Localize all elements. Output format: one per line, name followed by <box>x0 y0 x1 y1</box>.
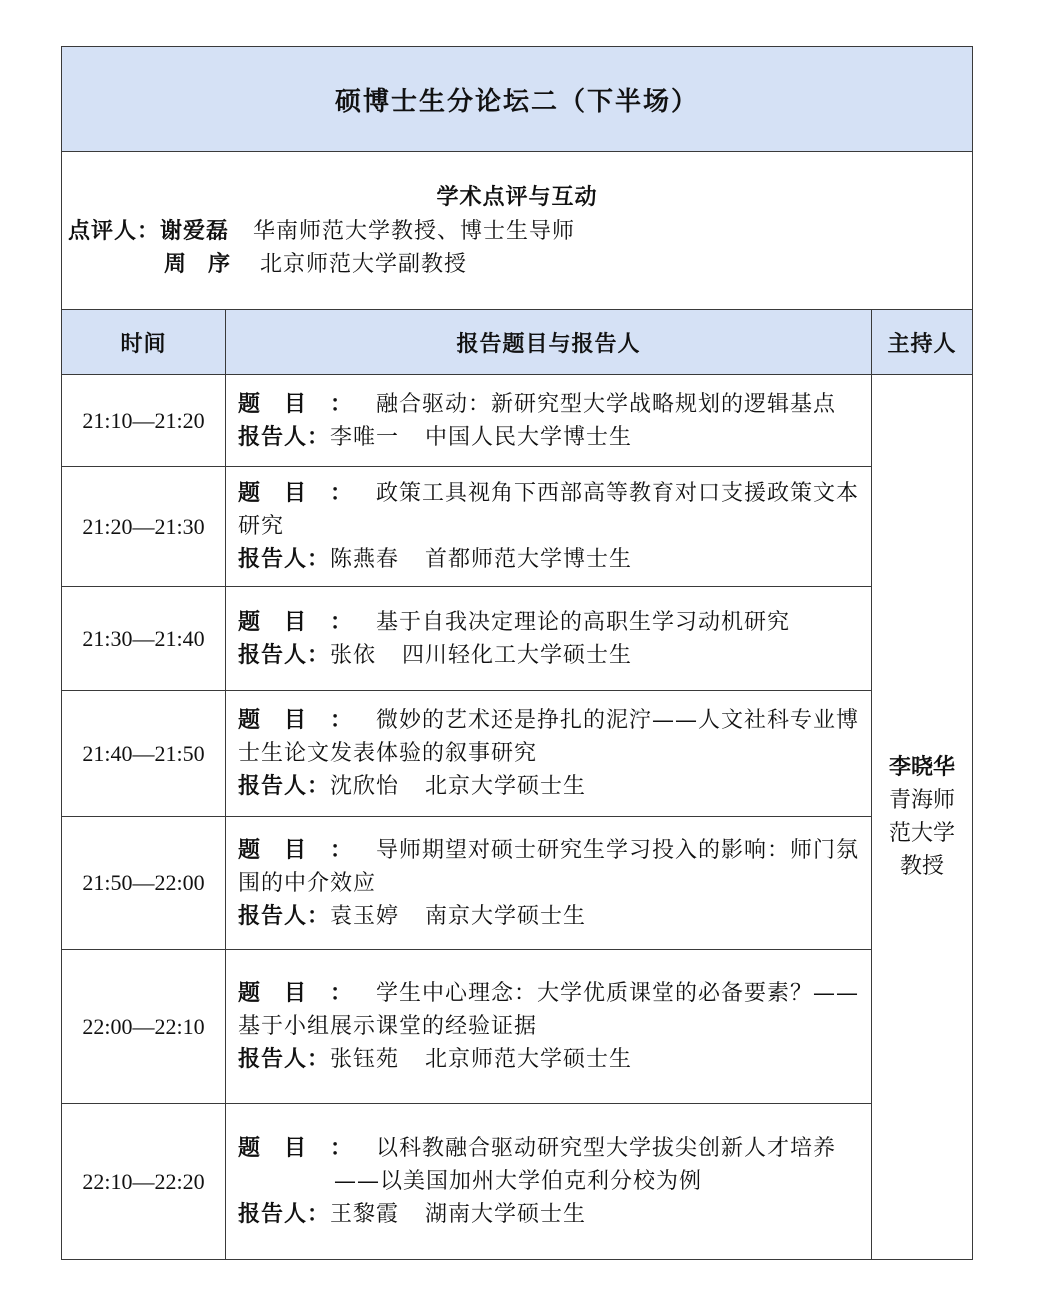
topic-label: 题目： <box>238 390 377 417</box>
session-affiliation: 北京大学硕士生 <box>425 774 587 799</box>
review-section <box>62 152 973 310</box>
topic-label: 题目： <box>238 980 377 1006</box>
session-affiliation: 湖南大学硕士生 <box>425 1202 587 1227</box>
topic-label: 题目： <box>238 1135 377 1161</box>
forum-title: 硕博士生分论坛二（下半场） <box>62 47 973 152</box>
session-row <box>62 467 973 587</box>
reporter-label: 报告人： <box>238 1201 331 1227</box>
session-affiliation: 中国人民大学博士生 <box>425 424 633 450</box>
session-content <box>226 467 872 587</box>
session-row <box>62 691 973 817</box>
session-reporter: 陈燕春 <box>330 547 400 572</box>
reporter-label: 报告人： <box>238 423 331 450</box>
reviewer-row <box>68 215 966 248</box>
session-time: 22:00—22:10 <box>62 950 226 1104</box>
session-affiliation: 四川轻化工大学硕士生 <box>402 642 633 668</box>
session-reporter: 王黎霞 <box>330 1202 400 1227</box>
session-time: 21:10—21:20 <box>62 375 226 467</box>
session-topic: 以科教融合驱动研究型大学拔尖创新人才培养 <box>376 1136 837 1161</box>
column-header-row <box>62 310 973 375</box>
reviewer-role: 华南师范大学教授、博士生导师 <box>253 219 576 244</box>
reporter-label: 报告人： <box>238 1046 331 1072</box>
session-row <box>62 375 973 467</box>
session-row <box>62 1104 973 1260</box>
host-affiliation: 青海师范大学教授 <box>888 788 955 879</box>
session-reporter: 张钰苑 <box>330 1047 400 1072</box>
host-cell <box>872 375 973 1260</box>
reporter-label: 报告人： <box>238 641 331 668</box>
header-topic: 报告题目与报告人 <box>226 310 872 375</box>
session-affiliation: 北京师范大学硕士生 <box>425 1047 633 1072</box>
session-content <box>226 691 872 817</box>
session-content <box>226 375 872 467</box>
session-row <box>62 950 973 1104</box>
topic-label: 题目： <box>238 480 377 506</box>
session-affiliation: 南京大学硕士生 <box>425 903 587 929</box>
reviewer-label: 点评人： <box>68 218 161 244</box>
session-topic: 融合驱动：新研究型大学战略规划的逻辑基点 <box>376 391 837 417</box>
session-topic: 政策工具视角下西部高等教育对口支援政策文本研究 <box>238 481 860 539</box>
header-host: 主持人 <box>872 310 973 375</box>
session-time: 21:30—21:40 <box>62 587 226 691</box>
session-affiliation: 首都师范大学博士生 <box>425 547 633 572</box>
session-reporter: 沈欣怡 <box>330 774 400 799</box>
session-topic: 导师期望对硕士研究生学习投入的影响：师门氛围的中介效应 <box>238 837 860 896</box>
session-topic: 微妙的艺术还是挣扎的泥泞——人文社科专业博士生论文发表体验的叙事研究 <box>238 708 860 766</box>
reporter-label: 报告人： <box>238 902 331 929</box>
topic-label: 题目： <box>238 707 377 733</box>
session-topic: 基于自我决定理论的高职生学习动机研究 <box>376 609 791 635</box>
session-topic-continued: ——以美国加州大学伯克利分校为例 <box>334 1169 703 1194</box>
session-content <box>226 1104 872 1260</box>
topic-label: 题目： <box>238 608 377 635</box>
session-row <box>62 587 973 691</box>
schedule-table <box>61 46 973 1260</box>
header-time: 时间 <box>62 310 226 375</box>
review-heading: 学术点评与互动 <box>436 184 598 210</box>
session-reporter: 张依 <box>330 642 377 668</box>
session-reporter: 李唯一 <box>330 424 400 450</box>
session-time: 21:50—22:00 <box>62 817 226 950</box>
session-time: 21:20—21:30 <box>62 467 226 587</box>
host-name: 李晓华 <box>888 754 955 780</box>
session-topic: 学生中心理念：大学优质课堂的必备要素？——基于小组展示课堂的经验证据 <box>238 981 860 1039</box>
session-content <box>226 950 872 1104</box>
session-reporter: 袁玉婷 <box>330 903 400 929</box>
reviewer-name: 周序 <box>164 251 253 277</box>
session-row <box>62 817 973 950</box>
session-time: 21:40—21:50 <box>62 691 226 817</box>
topic-label: 题目： <box>238 836 377 863</box>
reviewer-row <box>68 248 966 281</box>
session-content <box>226 587 872 691</box>
reporter-label: 报告人： <box>238 773 331 799</box>
reviewer-role: 北京师范大学副教授 <box>260 252 468 277</box>
session-content <box>226 817 872 950</box>
reviewer-name: 谢爱磊 <box>160 218 230 244</box>
reporter-label: 报告人： <box>238 546 331 572</box>
session-time: 22:10—22:20 <box>62 1104 226 1260</box>
